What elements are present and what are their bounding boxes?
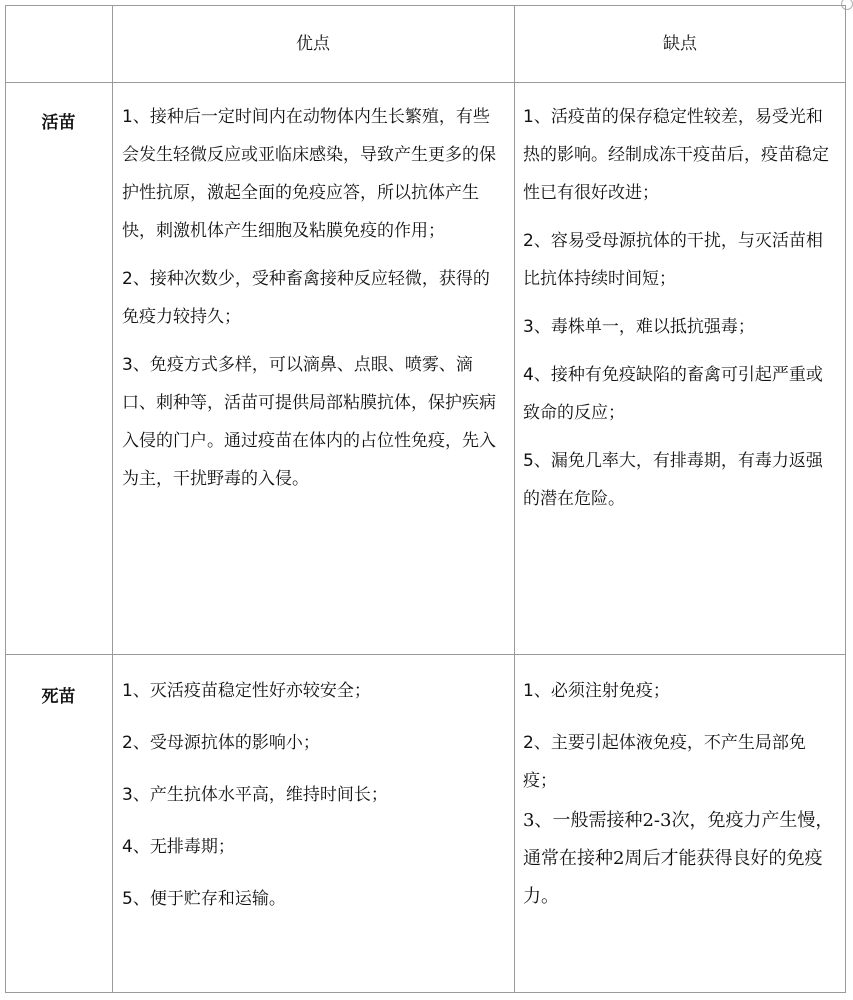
dead-con-1: 1、必须注射免疫； (523, 681, 670, 701)
dead-con-3: 3、一般需接种2-3次，免疫力产生慢，通常在接种2周后才能获得良好的免疫力。 (523, 810, 834, 907)
row-live-label-cell (5, 108, 112, 133)
live-pro-2: 2、接种次数少，受种畜禽接种反应轻微，获得的免疫力较持久； (122, 269, 490, 327)
table-divider-row-1 (5, 654, 846, 655)
live-con-4: 4、接种有免疫缺陷的畜禽可引起严重或致命的反应； (523, 365, 823, 423)
dead-con-2: 2、主要引起体液免疫，不产生局部免疫； (523, 733, 806, 791)
table-divider-header (5, 82, 846, 83)
dead-pro-1: 1、灭活疫苗稳定性好亦较安全； (122, 681, 371, 701)
header-cons-cell (514, 5, 846, 82)
header-pros: 优点 (296, 33, 330, 54)
live-con-5: 5、漏免几率大，有排毒期，有毒力返强的潜在危险。 (523, 451, 823, 509)
row-dead-pros-cell (122, 672, 506, 932)
header-cons: 缺点 (663, 33, 697, 54)
row-live-cons-cell (523, 98, 839, 518)
header-pros-cell (112, 5, 514, 82)
live-pro-3: 3、免疫方式多样，可以滴鼻、点眼、喷雾、滴口、刺种等，活苗可提供局部粘膜抗体，保护疾病入侵的门户。通过疫苗在体内的占位性免疫，先入为主，干扰野毒的入侵。 (122, 355, 496, 489)
row-label-dead: 死苗 (41, 687, 76, 707)
dead-pro-3: 3、产生抗体水平高，维持时间长； (122, 785, 388, 805)
live-con-1: 1、活疫苗的保存稳定性较差，易受光和热的影响。经制成冻干疫苗后，疫苗稳定性已有很好改进； (523, 107, 829, 203)
live-pro-1: 1、接种后一定时间内在动物体内生长繁殖，有些会发生轻微反应或亚临床感染，导致产生更多的保护性抗原，激起全面的免疫应答，所以抗体产生快，刺激机体产生细胞及粘膜免疫的作用； (122, 107, 496, 241)
dead-pro-5: 5、便于贮存和运输。 (122, 889, 286, 909)
table-divider-col-1 (112, 5, 113, 993)
dead-pro-2: 2、受母源抗体的影响小； (122, 733, 320, 753)
row-dead-label-cell (5, 682, 112, 707)
table-divider-col-2 (514, 5, 515, 993)
row-live-pros-cell (122, 98, 506, 498)
live-con-3: 3、毒株单一，难以抵抗强毒； (523, 317, 755, 337)
row-dead-cons-cell (523, 672, 839, 916)
dead-pro-4: 4、无排毒期； (122, 837, 235, 857)
row-label-live: 活苗 (41, 113, 76, 133)
live-con-2: 2、容易受母源抗体的干扰，与灭活苗相比抗体持续时间短； (523, 231, 823, 289)
